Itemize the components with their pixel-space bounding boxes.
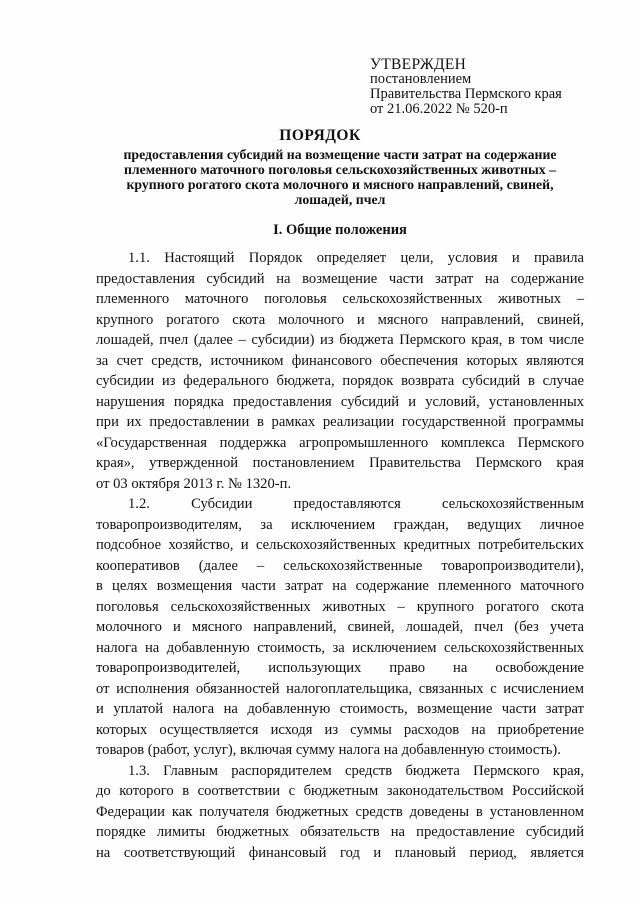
approval-stamp: [370, 57, 630, 117]
document-title: ПОРЯДОК: [279, 127, 361, 144]
text-line: кооперативов (далее – сельскохозяйственные товаропроизводители),: [96, 557, 584, 574]
text-line: от исполнения обязанностей налогоплательщика, связанных с исчислением: [96, 680, 584, 697]
document-body: [96, 248, 584, 863]
text-line: за счет средств, источником финансового обеспечения которых являются: [96, 352, 584, 369]
paragraph-1-3: [96, 761, 584, 864]
document-subtitle: [90, 147, 590, 207]
subtitle-line: племенного маточного поголовья сельскохозяйственных животных –: [123, 162, 557, 177]
text-line: края», утвержденной постановлением Правительства Пермского края: [96, 455, 584, 471]
subtitle-line: крупного рогатого скота молочного и мясного направлений, свиней,: [126, 177, 554, 192]
text-line: порядке лимиты бюджетных обязательств на предоставление субсидий: [96, 824, 584, 840]
paragraph-1-2: [96, 494, 584, 761]
text-line: нарушения порядка предоставления субсидий и условий, установленных: [96, 393, 584, 410]
text-line: товаров (работ, услуг), включая сумму налога на добавленную стоимость).: [96, 742, 561, 758]
text-line: в целях возмещения части затрат на содержание племенного маточного: [96, 578, 584, 594]
section-heading: I. Общие положения: [273, 222, 407, 238]
approval-head: УТВЕРЖДЕН: [370, 56, 467, 73]
text-line: поголовья сельскохозяйственных животных – крупного рогатого скота: [96, 598, 584, 615]
text-line: товаропроизводителям, за исключением граждан, ведущих личное: [96, 516, 584, 533]
text-line: молочного и мясного направлений, свиней, лошадей, пчел (без учета: [96, 619, 584, 635]
text-line: подсобное хозяйство, и сельскохозяйственных кредитных потребительских: [96, 537, 584, 553]
subtitle-line: лошадей, пчел: [294, 192, 386, 207]
approval-line: Правительства Пермского края: [370, 86, 562, 102]
text-line: крупного рогатого скота молочного и мясного направлений, свиней,: [96, 311, 584, 328]
text-line: 1.3. Главным распорядителем средств бюджета Пермского края,: [128, 762, 584, 779]
text-line: товаропроизводителей, использующих право на освобождение: [96, 660, 584, 676]
subtitle-line: предоставления субсидий на возмещение части затрат на содержание: [123, 147, 557, 162]
text-line: при их предоставлении в рамках реализации государственной программы: [96, 414, 584, 430]
text-line: субсидии из федерального бюджета, порядок возврата субсидий в случае: [96, 373, 584, 389]
text-line: Федерации как получателя бюджетных средств доведены в установленном: [96, 803, 584, 820]
paragraph-1-1: [96, 248, 584, 494]
text-line: 1.1. Настоящий Порядок определяет цели, условия и правила: [128, 250, 584, 266]
text-line: «Государственная поддержка агропромышленного комплекса Пермского: [96, 434, 584, 451]
text-line: до которого в соответствии с бюджетным законодательством Российской: [96, 783, 584, 799]
text-line: которых осуществляется исходя из суммы расходов на приобретение: [96, 721, 584, 738]
text-line: 1.2. Субсидии предоставляются сельскохозяйственным: [128, 496, 584, 512]
text-line: племенного маточного поголовья сельскохозяйственных животных –: [96, 291, 584, 307]
text-line: от 03 октября 2013 г. № 1320-п.: [96, 475, 292, 492]
approval-line: постановлением: [370, 71, 472, 87]
text-line: предоставления субсидий на возмещение части затрат на содержание: [96, 270, 584, 287]
approval-line: от 21.06.2022 № 520-п: [370, 101, 508, 117]
text-line: и уплатой налога на добавленную стоимость, возмещение части затрат: [96, 701, 584, 717]
text-line: налога на добавленную стоимость, за исключением сельскохозяйственных: [96, 639, 584, 656]
text-line: на соответствующий финансовый год и плановый период, является: [96, 844, 584, 861]
text-line: лошадей, пчел (далее – субсидии) из бюджета Пермского края, в том числе: [96, 332, 584, 348]
